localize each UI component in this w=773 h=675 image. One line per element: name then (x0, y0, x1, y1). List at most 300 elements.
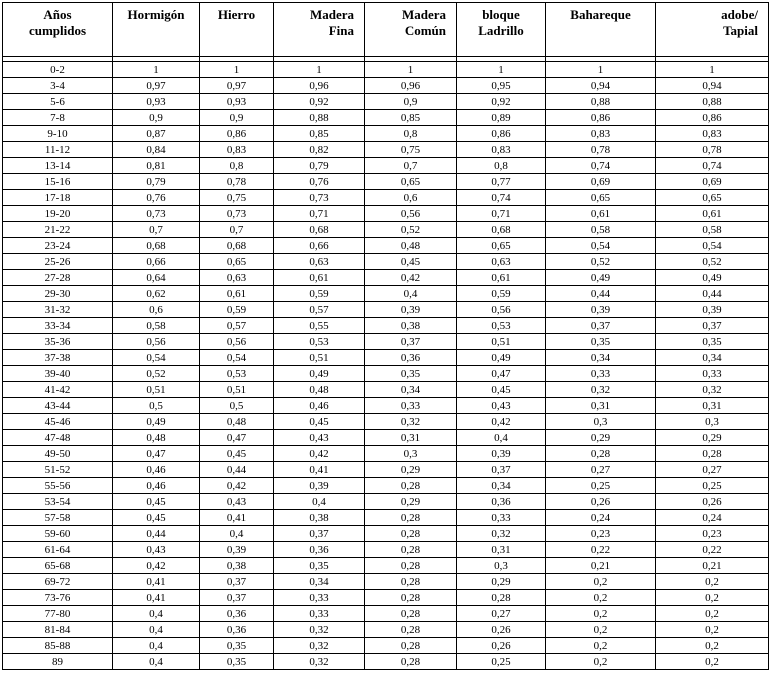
factor-cell: 0,51 (274, 350, 365, 366)
age-range-cell: 49-50 (3, 446, 113, 462)
factor-cell: 0,51 (457, 334, 546, 350)
factor-cell: 0,38 (200, 558, 274, 574)
factor-cell: 0,36 (200, 606, 274, 622)
factor-cell: 0,37 (656, 318, 769, 334)
table-body (3, 57, 769, 670)
header-line: Madera (401, 7, 446, 22)
factor-cell: 0,74 (546, 158, 656, 174)
factor-cell: 0,65 (457, 238, 546, 254)
factor-cell: 0,29 (656, 430, 769, 446)
factor-cell: 0,59 (274, 286, 365, 302)
factor-cell: 0,33 (656, 366, 769, 382)
factor-cell: 0,92 (274, 94, 365, 110)
factor-cell: 0,66 (274, 238, 365, 254)
factor-cell: 0,59 (200, 302, 274, 318)
age-range-cell: 45-46 (3, 414, 113, 430)
factor-cell: 0,33 (457, 510, 546, 526)
factor-cell: 0,83 (546, 126, 656, 142)
factor-cell: 0,4 (365, 286, 457, 302)
factor-cell: 0,58 (546, 222, 656, 238)
table-row (3, 462, 769, 478)
factor-cell: 0,76 (274, 174, 365, 190)
factor-cell: 0,61 (546, 206, 656, 222)
factor-cell: 0,37 (200, 590, 274, 606)
factor-cell: 0,93 (200, 94, 274, 110)
factor-cell: 0,28 (365, 638, 457, 654)
factor-cell: 0,37 (365, 334, 457, 350)
factor-cell: 0,34 (274, 574, 365, 590)
factor-cell: 0,31 (457, 542, 546, 558)
factor-cell: 0,34 (656, 350, 769, 366)
factor-cell: 0,47 (457, 366, 546, 382)
factor-cell: 0,26 (457, 638, 546, 654)
factor-cell: 0,44 (200, 462, 274, 478)
table-row (3, 478, 769, 494)
factor-cell: 0,43 (200, 494, 274, 510)
factor-cell: 0,46 (113, 478, 200, 494)
factor-cell: 0,33 (365, 398, 457, 414)
factor-cell: 0,24 (546, 510, 656, 526)
factor-cell: 0,77 (457, 174, 546, 190)
factor-cell: 0,28 (365, 654, 457, 670)
age-range-cell: 21-22 (3, 222, 113, 238)
factor-cell: 0,46 (274, 398, 365, 414)
factor-cell: 0,29 (365, 462, 457, 478)
factor-cell: 0,38 (365, 318, 457, 334)
factor-cell: 0,82 (274, 142, 365, 158)
factor-cell: 0,42 (113, 558, 200, 574)
table-row (3, 334, 769, 350)
factor-cell: 0,83 (457, 142, 546, 158)
factor-cell: 0,28 (457, 590, 546, 606)
factor-cell: 0,81 (113, 158, 200, 174)
factor-cell: 0,4 (113, 622, 200, 638)
factor-cell: 0,88 (274, 110, 365, 126)
factor-cell: 0,32 (546, 382, 656, 398)
factor-cell: 0,2 (546, 654, 656, 670)
table-row (3, 94, 769, 110)
age-range-cell: 33-34 (3, 318, 113, 334)
table-row (3, 174, 769, 190)
factor-cell: 0,39 (200, 542, 274, 558)
factor-cell: 0,25 (656, 478, 769, 494)
factor-cell: 0,45 (457, 382, 546, 398)
factor-cell: 0,32 (274, 654, 365, 670)
age-range-cell: 13-14 (3, 158, 113, 174)
factor-cell: 0,33 (274, 606, 365, 622)
factor-cell: 1 (274, 62, 365, 78)
factor-cell: 0,61 (200, 286, 274, 302)
table-row (3, 398, 769, 414)
document-table-wrapper (2, 2, 769, 670)
factor-cell: 0,33 (274, 590, 365, 606)
factor-cell: 0,53 (200, 366, 274, 382)
factor-cell: 0,36 (457, 494, 546, 510)
factor-cell: 0,73 (113, 206, 200, 222)
table-row (3, 302, 769, 318)
table-row (3, 574, 769, 590)
factor-cell: 0,44 (656, 286, 769, 302)
table-row (3, 318, 769, 334)
factor-cell: 0,46 (113, 462, 200, 478)
factor-cell: 0,86 (457, 126, 546, 142)
factor-cell: 0,28 (365, 558, 457, 574)
factor-cell: 0,66 (113, 254, 200, 270)
factor-cell: 0,51 (200, 382, 274, 398)
factor-cell: 0,84 (113, 142, 200, 158)
factor-cell: 0,73 (200, 206, 274, 222)
age-range-cell: 25-26 (3, 254, 113, 270)
table-row (3, 286, 769, 302)
factor-cell: 0,86 (200, 126, 274, 142)
table-row (3, 622, 769, 638)
factor-cell: 1 (457, 62, 546, 78)
factor-cell: 0,41 (113, 590, 200, 606)
factor-cell: 0,2 (656, 638, 769, 654)
factor-cell: 0,41 (113, 574, 200, 590)
factor-cell: 1 (200, 62, 274, 78)
factor-cell: 0,28 (365, 606, 457, 622)
header-line: bloque (482, 7, 520, 22)
factor-cell: 0,42 (365, 270, 457, 286)
factor-cell: 0,86 (546, 110, 656, 126)
factor-cell: 0,41 (200, 510, 274, 526)
factor-cell: 0,8 (200, 158, 274, 174)
age-range-cell: 77-80 (3, 606, 113, 622)
factor-cell: 0,58 (656, 222, 769, 238)
factor-cell: 0,4 (457, 430, 546, 446)
factor-cell: 1 (656, 62, 769, 78)
factor-cell: 0,39 (457, 446, 546, 462)
factor-cell: 1 (113, 62, 200, 78)
age-range-cell: 5-6 (3, 94, 113, 110)
factor-cell: 0,32 (365, 414, 457, 430)
factor-cell: 0,59 (457, 286, 546, 302)
factor-cell: 0,28 (365, 526, 457, 542)
factor-cell: 0,96 (274, 78, 365, 94)
factor-cell: 0,25 (546, 478, 656, 494)
factor-cell: 0,69 (656, 174, 769, 190)
factor-cell: 0,8 (457, 158, 546, 174)
factor-cell: 0,42 (457, 414, 546, 430)
factor-cell: 0,32 (457, 526, 546, 542)
factor-cell: 0,79 (274, 158, 365, 174)
factor-cell: 0,54 (656, 238, 769, 254)
factor-cell: 0,36 (200, 622, 274, 638)
factor-cell: 0,45 (113, 494, 200, 510)
age-range-cell: 55-56 (3, 478, 113, 494)
age-range-cell: 7-8 (3, 110, 113, 126)
factor-cell: 0,4 (113, 654, 200, 670)
factor-cell: 0,89 (457, 110, 546, 126)
table-row (3, 350, 769, 366)
factor-cell: 0,65 (546, 190, 656, 206)
age-range-cell: 41-42 (3, 382, 113, 398)
factor-cell: 0,31 (656, 398, 769, 414)
factor-cell: 0,27 (656, 462, 769, 478)
header-adobe-tapial (656, 3, 769, 57)
factor-cell: 0,28 (365, 622, 457, 638)
factor-cell: 0,56 (457, 302, 546, 318)
header-line: Tapial (723, 23, 758, 38)
age-range-cell: 81-84 (3, 622, 113, 638)
factor-cell: 0,2 (656, 654, 769, 670)
factor-cell: 0,94 (656, 78, 769, 94)
table-header (3, 3, 769, 57)
factor-cell: 0,2 (656, 590, 769, 606)
factor-cell: 0,48 (200, 414, 274, 430)
factor-cell: 0,29 (457, 574, 546, 590)
age-range-cell: 47-48 (3, 430, 113, 446)
table-row (3, 510, 769, 526)
table-row (3, 238, 769, 254)
factor-cell: 0,38 (274, 510, 365, 526)
age-range-cell: 17-18 (3, 190, 113, 206)
factor-cell: 0,88 (656, 94, 769, 110)
table-row (3, 654, 769, 670)
factor-cell: 0,36 (365, 350, 457, 366)
header-madera-comun (365, 3, 457, 57)
factor-cell: 0,48 (274, 382, 365, 398)
factor-cell: 0,29 (365, 494, 457, 510)
factor-cell: 0,28 (365, 542, 457, 558)
factor-cell: 0,23 (656, 526, 769, 542)
factor-cell: 0,57 (274, 302, 365, 318)
factor-cell: 0,75 (365, 142, 457, 158)
table-row (3, 542, 769, 558)
factor-cell: 0,2 (546, 590, 656, 606)
factor-cell: 0,3 (656, 414, 769, 430)
factor-cell: 0,35 (656, 334, 769, 350)
table-row (3, 606, 769, 622)
factor-cell: 0,49 (656, 270, 769, 286)
factor-cell: 0,49 (113, 414, 200, 430)
factor-cell: 0,95 (457, 78, 546, 94)
age-range-cell: 61-64 (3, 542, 113, 558)
factor-cell: 0,44 (113, 526, 200, 542)
factor-cell: 0,43 (274, 430, 365, 446)
header-row (3, 3, 769, 57)
age-range-cell: 69-72 (3, 574, 113, 590)
table-row (3, 110, 769, 126)
factor-cell: 0,37 (457, 462, 546, 478)
age-range-cell: 3-4 (3, 78, 113, 94)
age-range-cell: 51-52 (3, 462, 113, 478)
table-row (3, 190, 769, 206)
table-row (3, 222, 769, 238)
factor-cell: 0,96 (365, 78, 457, 94)
factor-cell: 0,68 (113, 238, 200, 254)
factor-cell: 0,93 (113, 94, 200, 110)
factor-cell: 0,26 (457, 622, 546, 638)
factor-cell: 0,78 (656, 142, 769, 158)
factor-cell: 0,45 (113, 510, 200, 526)
age-range-cell: 27-28 (3, 270, 113, 286)
factor-cell: 0,32 (656, 382, 769, 398)
factor-cell: 0,54 (546, 238, 656, 254)
factor-cell: 0,58 (113, 318, 200, 334)
table-row (3, 206, 769, 222)
factor-cell: 0,73 (274, 190, 365, 206)
age-range-cell: 11-12 (3, 142, 113, 158)
factor-cell: 0,7 (365, 158, 457, 174)
factor-cell: 0,28 (365, 510, 457, 526)
factor-cell: 0,2 (656, 574, 769, 590)
table-row (3, 638, 769, 654)
age-range-cell: 73-76 (3, 590, 113, 606)
factor-cell: 0,85 (365, 110, 457, 126)
factor-cell: 0,57 (200, 318, 274, 334)
factor-cell: 0,56 (365, 206, 457, 222)
table-row (3, 366, 769, 382)
factor-cell: 0,42 (274, 446, 365, 462)
factor-cell: 0,49 (274, 366, 365, 382)
factor-cell: 0,63 (200, 270, 274, 286)
table-row (3, 62, 769, 78)
factor-cell: 0,54 (200, 350, 274, 366)
age-range-cell: 23-24 (3, 238, 113, 254)
factor-cell: 0,65 (365, 174, 457, 190)
factor-cell: 0,5 (113, 398, 200, 414)
factor-cell: 0,28 (365, 478, 457, 494)
factor-cell: 0,69 (546, 174, 656, 190)
factor-cell: 0,43 (113, 542, 200, 558)
factor-cell: 0,52 (546, 254, 656, 270)
factor-cell: 0,65 (656, 190, 769, 206)
factor-cell: 0,9 (365, 94, 457, 110)
factor-cell: 1 (546, 62, 656, 78)
table-row (3, 382, 769, 398)
factor-cell: 0,39 (546, 302, 656, 318)
factor-cell: 0,39 (274, 478, 365, 494)
age-range-cell: 89 (3, 654, 113, 670)
factor-cell: 0,9 (113, 110, 200, 126)
factor-cell: 0,55 (274, 318, 365, 334)
factor-cell: 0,4 (200, 526, 274, 542)
header-line: Hormigón (127, 7, 185, 22)
factor-cell: 0,28 (546, 446, 656, 462)
factor-cell: 0,51 (113, 382, 200, 398)
factor-cell: 0,25 (457, 654, 546, 670)
factor-cell: 0,48 (113, 430, 200, 446)
factor-cell: 0,97 (113, 78, 200, 94)
factor-cell: 0,3 (546, 414, 656, 430)
factor-cell: 0,4 (274, 494, 365, 510)
age-range-cell: 43-44 (3, 398, 113, 414)
factor-cell: 0,63 (274, 254, 365, 270)
factor-cell: 0,4 (113, 638, 200, 654)
table-row (3, 126, 769, 142)
factor-cell: 0,75 (200, 190, 274, 206)
factor-cell: 0,8 (365, 126, 457, 142)
factor-cell: 0,61 (274, 270, 365, 286)
factor-cell: 0,27 (546, 462, 656, 478)
factor-cell: 0,45 (274, 414, 365, 430)
factor-cell: 0,56 (200, 334, 274, 350)
factor-cell: 0,52 (656, 254, 769, 270)
factor-cell: 0,71 (457, 206, 546, 222)
factor-cell: 0,2 (546, 622, 656, 638)
factor-cell: 0,34 (365, 382, 457, 398)
header-line: Común (404, 23, 446, 38)
factor-cell: 0,49 (457, 350, 546, 366)
factor-cell: 0,47 (113, 446, 200, 462)
age-range-cell: 9-10 (3, 126, 113, 142)
factor-cell: 0,23 (546, 526, 656, 542)
factor-cell: 0,35 (274, 558, 365, 574)
factor-cell: 0,88 (546, 94, 656, 110)
factor-cell: 0,27 (457, 606, 546, 622)
factor-cell: 0,45 (365, 254, 457, 270)
factor-cell: 0,65 (200, 254, 274, 270)
factor-cell: 0,35 (365, 366, 457, 382)
header-anos-cumplidos (3, 3, 113, 57)
age-range-cell: 85-88 (3, 638, 113, 654)
factor-cell: 0,34 (546, 350, 656, 366)
age-range-cell: 59-60 (3, 526, 113, 542)
factor-cell: 0,26 (656, 494, 769, 510)
factor-cell: 0,35 (200, 638, 274, 654)
factor-cell: 0,32 (274, 638, 365, 654)
factor-cell: 0,52 (113, 366, 200, 382)
age-range-cell: 31-32 (3, 302, 113, 318)
factor-cell: 0,9 (200, 110, 274, 126)
factor-cell: 0,24 (656, 510, 769, 526)
factor-cell: 0,5 (200, 398, 274, 414)
age-range-cell: 19-20 (3, 206, 113, 222)
factor-cell: 0,49 (546, 270, 656, 286)
factor-cell: 0,22 (656, 542, 769, 558)
factor-cell: 0,35 (546, 334, 656, 350)
factor-cell: 0,41 (274, 462, 365, 478)
factor-cell: 0,3 (365, 446, 457, 462)
factor-cell: 0,21 (656, 558, 769, 574)
header-line: Ladrillo (478, 23, 524, 38)
factor-cell: 0,78 (200, 174, 274, 190)
header-line: Bahareque (570, 7, 631, 22)
factor-cell: 0,32 (274, 622, 365, 638)
factor-cell: 0,37 (274, 526, 365, 542)
factor-cell: 0,39 (656, 302, 769, 318)
factor-cell: 0,87 (113, 126, 200, 142)
factor-cell: 0,26 (546, 494, 656, 510)
factor-cell: 0,62 (113, 286, 200, 302)
table-row (3, 414, 769, 430)
table-row (3, 446, 769, 462)
factor-cell: 0,4 (113, 606, 200, 622)
factor-cell: 0,86 (656, 110, 769, 126)
header-bloque-ladrillo (457, 3, 546, 57)
header-line: Años (43, 7, 72, 22)
factor-cell: 0,53 (274, 334, 365, 350)
factor-cell: 0,68 (200, 238, 274, 254)
table-row (3, 494, 769, 510)
factor-cell: 0,68 (457, 222, 546, 238)
header-line: Hierro (217, 7, 256, 22)
header-hierro (200, 3, 274, 57)
factor-cell: 0,36 (274, 542, 365, 558)
age-range-cell: 29-30 (3, 286, 113, 302)
factor-cell: 0,29 (546, 430, 656, 446)
table-row (3, 558, 769, 574)
factor-cell: 0,61 (457, 270, 546, 286)
table-row (3, 430, 769, 446)
table-row (3, 158, 769, 174)
factor-cell: 0,33 (546, 366, 656, 382)
factor-cell: 0,43 (457, 398, 546, 414)
table-row (3, 270, 769, 286)
factor-cell: 0,22 (546, 542, 656, 558)
